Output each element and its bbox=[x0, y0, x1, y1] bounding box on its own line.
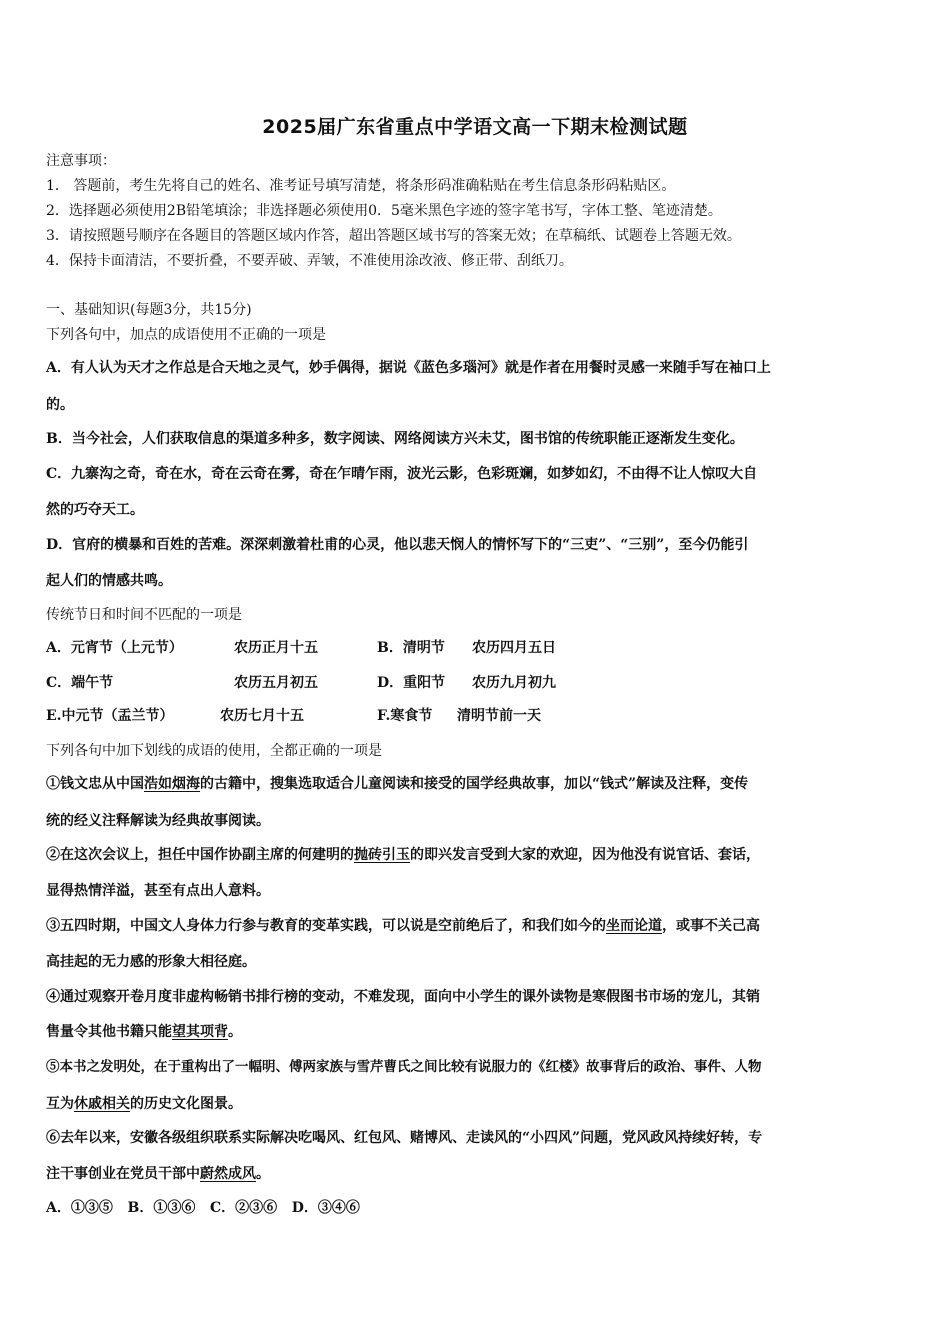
q2-option-e: E.中元节（盂兰节） bbox=[46, 708, 174, 724]
q3-sentence-4-line1: ④通过观察开卷月度非虚构畅销书排行榜的变动，不难发现，面向中小学生的课外读物是寒假图书市场的宠儿，其销 bbox=[46, 989, 760, 1005]
q3-s1-underlined-idiom: 浩如烟海 bbox=[144, 776, 200, 792]
q1-option-b: B．当今社会，人们获取信息的渠道多种多，数字阅读、网络阅读方兴未艾，图书馆的传统职能正逐渐发生变化。 bbox=[46, 431, 744, 447]
q3-sentence-5-line2 bbox=[46, 1094, 242, 1114]
q3-s2-text: ②在这次会议上，担任中国作协副主席的何建明的 bbox=[46, 847, 354, 863]
q2-option-a-time: 农历正月十五 bbox=[234, 640, 318, 656]
q3-s3-text-rest: ，或事不关己高 bbox=[662, 918, 760, 934]
q3-sentence-6-line2 bbox=[46, 1164, 270, 1184]
notice-item-1: 1． 答题前，考生先将自己的姓名、准考证号填写清楚，将条形码准确粘贴在考生信息条形码粘贴区。 bbox=[46, 178, 676, 194]
q3-sentence-5-line1: ⑤本书之发明处，在于重构出了一幅明、傅两家族与雪芹曹氏之间比较有说服力的《红楼》故事背后的政治、事件、人物 bbox=[46, 1059, 762, 1075]
q3-s4-text: 售量令其他书籍只能 bbox=[46, 1024, 172, 1040]
q2-option-a: A．元宵节（上元节） bbox=[46, 640, 183, 656]
q2-option-c: C．端午节 bbox=[46, 675, 114, 691]
q3-sentence-2-line2: 显得热情洋溢，甚至有点出人意料。 bbox=[46, 883, 270, 899]
q1-option-a-line2: 的。 bbox=[46, 397, 74, 413]
q2-option-c-time: 农历五月初五 bbox=[234, 675, 318, 691]
q1-option-c-line1: C．九寨沟之奇，奇在水，奇在云奇在雾，奇在乍晴乍雨，波光云影，色彩斑斓，如梦如幻，不由得不让人惊叹大自 bbox=[46, 466, 758, 482]
q3-s4-text-rest: 。 bbox=[228, 1024, 242, 1040]
q2-option-b-time: 农历四月五日 bbox=[472, 640, 556, 656]
notice-heading: 注意事项： bbox=[46, 153, 116, 169]
q3-sentence-3-line1 bbox=[46, 916, 760, 936]
q3-sentence-6-line1: ⑥去年以来，安徽各级组织联系实际解决吃喝风、红包风、赌博风、走读风的“小四风”问题，党风政风持续好转，专 bbox=[46, 1130, 763, 1146]
q3-s1-text-rest: 的古籍中，搜集选取适合儿童阅读和接受的国学经典故事，加以“钱式”解读及注释，变传 bbox=[200, 776, 749, 792]
q1-option-c-line2: 然的巧夺天工。 bbox=[46, 502, 144, 518]
section-heading: 一、基础知识(每题3分，共15分) bbox=[46, 302, 252, 318]
notice-item-3: 3．请按照题号顺序在各题目的答题区域内作答，超出答题区域书写的答案无效；在草稿纸、试题卷上答题无效。 bbox=[46, 228, 741, 244]
q3-sentence-3-line2: 高挂起的无力感的形象大相径庭。 bbox=[46, 954, 256, 970]
q3-s5-underlined-idiom: 休戚相关 bbox=[74, 1096, 130, 1112]
q3-s5-text-rest: 的历史文化图景。 bbox=[130, 1096, 242, 1112]
q2-option-f-time: 清明节前一天 bbox=[457, 708, 541, 724]
q2-option-d: D．重阳节 bbox=[377, 675, 446, 691]
q3-s4-underlined-idiom: 望其项背 bbox=[172, 1024, 228, 1040]
q2-option-d-time: 农历九月初九 bbox=[472, 675, 556, 691]
q3-s5-text: 互为 bbox=[46, 1096, 74, 1112]
q3-s6-underlined-idiom: 蔚然成风 bbox=[200, 1166, 256, 1182]
q1-option-d-line1: D．官府的横暴和百姓的苦难。深深刺激着杜甫的心灵，他以悲天悯人的情怀写下的“三吏”、“三别”，至今仍能引 bbox=[46, 537, 749, 553]
q3-s3-underlined-idiom: 坐而论道 bbox=[606, 918, 662, 934]
notice-item-4: 4．保持卡面清洁，不要折叠，不要弄破、弄皱，不准使用涂改液、修正带、刮纸刀。 bbox=[46, 253, 573, 269]
q1-option-d-line2: 起人们的情感共鸣。 bbox=[46, 573, 172, 589]
notice-item-2: 2．选择题必须使用2B铅笔填涂；非选择题必须使用0．5毫米黑色字迹的签字笔书写，字体工整、笔迹清楚。 bbox=[46, 203, 722, 219]
q3-s6-text-rest: 。 bbox=[256, 1166, 270, 1182]
q3-sentence-4-line2 bbox=[46, 1022, 242, 1042]
q3-s6-text: 注干事创业在党员干部中 bbox=[46, 1166, 200, 1182]
q3-options: A．①③⑤ B．①③⑥ C．②③⑥ D．③④⑥ bbox=[46, 1200, 360, 1216]
q2-option-e-time: 农历七月十五 bbox=[220, 708, 304, 724]
q3-s2-underlined-idiom: 抛砖引玉 bbox=[354, 847, 410, 863]
q2-option-b: B．清明节 bbox=[377, 640, 445, 656]
q3-s1-text: ①钱文忠从中国 bbox=[46, 776, 144, 792]
q3-sentence-1-line1 bbox=[46, 774, 748, 794]
q3-stem: 下列各句中加下划线的成语的使用，全都正确的一项是 bbox=[46, 743, 382, 759]
q1-option-a-line1: A．有人认为天才之作总是合天地之灵气，妙手偶得，据说《蓝色多瑙河》就是作者在用餐时灵感一来随手写在袖口上 bbox=[46, 360, 771, 376]
q2-option-f: F.寒食节 bbox=[377, 708, 433, 724]
q3-s2-text-rest: 的即兴发言受到大家的欢迎，因为他没有说官话、套话， bbox=[410, 847, 760, 863]
q3-s3-text: ③五四时期，中国文人身体力行参与教育的变革实践，可以说是空前绝后了，和我们如今的 bbox=[46, 918, 606, 934]
q1-stem: 下列各句中，加点的成语使用不正确的一项是 bbox=[46, 327, 326, 343]
q3-sentence-1-line2: 统的经义注释解读为经典故事阅读。 bbox=[46, 813, 270, 829]
page-title: 2025届广东省重点中学语文高一下期末检测试题 bbox=[262, 116, 688, 138]
q3-sentence-2-line1 bbox=[46, 845, 760, 865]
q2-stem: 传统节日和时间不匹配的一项是 bbox=[46, 607, 242, 623]
